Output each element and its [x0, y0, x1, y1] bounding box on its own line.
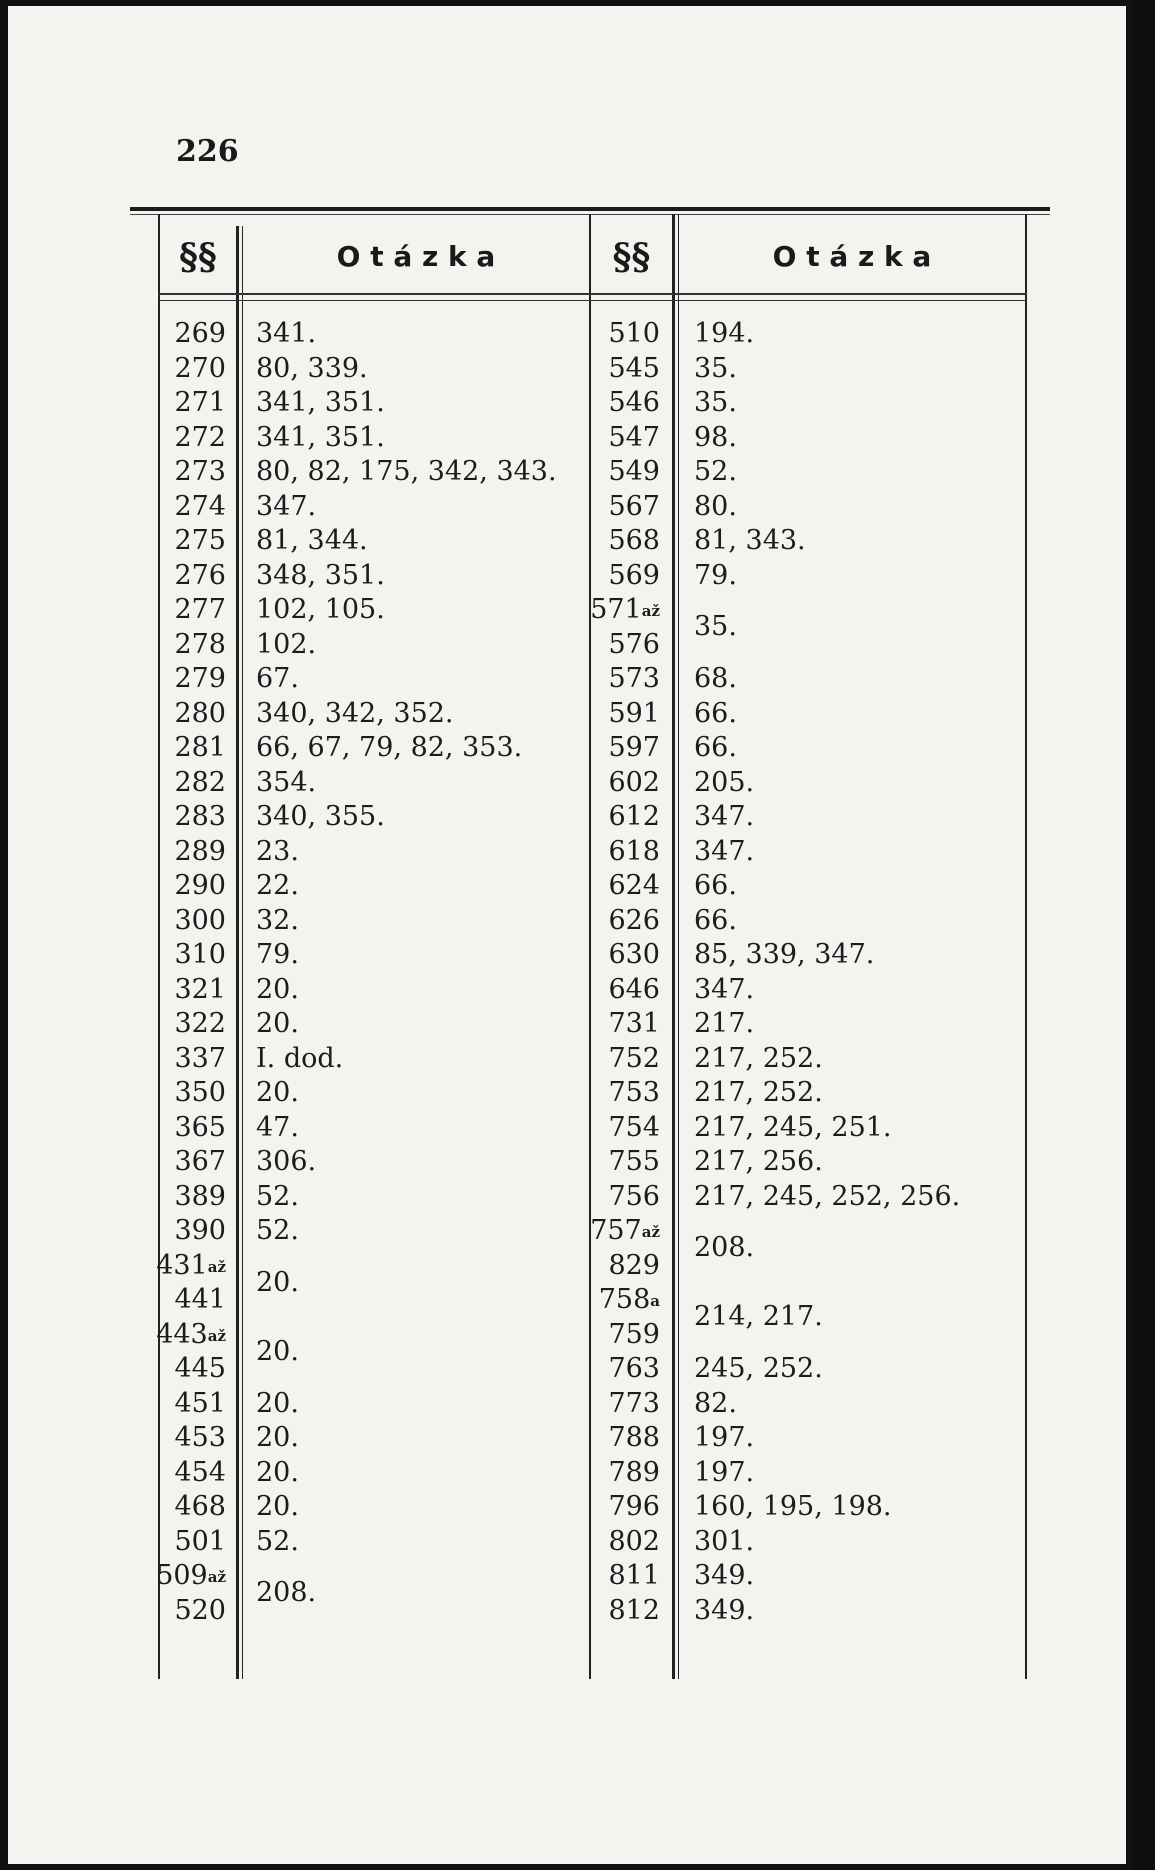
section-number-value: 545 [608, 352, 660, 384]
section-number [126, 974, 226, 1008]
page-number: 226 [176, 134, 239, 169]
question-refs: 347. [694, 973, 755, 1005]
section-number-value: 350 [174, 1077, 226, 1108]
question-refs: 66. [694, 904, 737, 936]
header-rule [158, 300, 1027, 301]
section-number-value: 763 [608, 1353, 660, 1384]
question-refs: 20. [256, 1456, 299, 1488]
section-number [560, 1181, 660, 1215]
section-number [560, 1250, 660, 1284]
section-number [560, 1526, 660, 1560]
section-number [560, 939, 660, 973]
section-number-value: 758 [598, 1284, 651, 1315]
section-number-value: 796 [608, 1491, 660, 1522]
section-number [560, 422, 660, 456]
section-number-value: 445 [174, 1353, 226, 1384]
section-number [126, 663, 226, 697]
question-refs: 66. [694, 697, 737, 729]
question-refs: I. dod. [256, 1042, 344, 1074]
section-number [126, 491, 226, 525]
section-number-value: 468 [174, 1491, 226, 1522]
section-number-value: 520 [174, 1594, 226, 1626]
question-refs: 217, 245, 251. [694, 1111, 892, 1143]
section-number [560, 974, 660, 1008]
section-number-value: 812 [608, 1594, 660, 1626]
section-number-value: 367 [174, 1146, 226, 1177]
section-number [560, 456, 660, 490]
section-number-value: 789 [608, 1456, 660, 1488]
section-number [560, 1215, 660, 1249]
question-refs: 80, 82, 175, 342, 343. [256, 456, 557, 487]
question-refs: 217, 256. [694, 1146, 823, 1177]
section-number-value: 759 [608, 1318, 660, 1350]
section-number-value: 501 [174, 1525, 226, 1557]
question-refs: 79. [256, 939, 299, 970]
header-question-left: O t á z k a [336, 240, 496, 273]
question-refs: 301. [694, 1525, 755, 1557]
section-number-value: 646 [608, 973, 660, 1005]
section-number-value: 576 [608, 628, 660, 660]
question-refs: 67. [256, 663, 299, 694]
section-number [126, 1491, 226, 1525]
section-number-value: 547 [608, 421, 660, 453]
section-number [560, 905, 660, 939]
question-refs: 194. [694, 318, 755, 349]
question-refs: 217, 245, 252, 256. [694, 1180, 961, 1212]
question-refs: 35. [694, 387, 737, 418]
question-refs: 85, 339, 347. [694, 939, 875, 970]
section-number-value: 389 [174, 1180, 226, 1212]
section-number [126, 560, 226, 594]
question-refs: 79. [694, 559, 737, 591]
question-refs: 354. [256, 766, 317, 798]
section-number-value: 591 [608, 697, 660, 729]
scan-edge [1133, 0, 1155, 1870]
section-number-value: 280 [174, 697, 226, 729]
question-refs: 347. [694, 801, 755, 832]
section-number-value: 281 [174, 732, 226, 763]
section-number-value: 773 [608, 1387, 660, 1419]
question-refs: 306. [256, 1146, 317, 1177]
section-number [126, 594, 226, 628]
section-number [560, 353, 660, 387]
top-rule [130, 207, 1050, 211]
range-marker: až [207, 1568, 226, 1586]
question-refs: 349. [694, 1594, 755, 1626]
section-number-value: 454 [174, 1456, 226, 1488]
section-number-value: 755 [608, 1146, 660, 1177]
section-number [126, 1043, 226, 1077]
section-number-value: 290 [174, 870, 226, 901]
question-refs: 347. [694, 835, 755, 867]
section-number-value: 337 [174, 1042, 226, 1074]
section-number [126, 939, 226, 973]
question-refs: 32. [256, 904, 299, 936]
col-line [242, 226, 243, 1679]
section-number-value: 618 [608, 835, 660, 867]
section-number-value: 602 [608, 766, 660, 798]
section-number-value: 321 [174, 973, 226, 1005]
section-number [126, 629, 226, 663]
section-number [126, 1077, 226, 1111]
question-refs: 98. [694, 421, 737, 453]
question-refs: 52. [256, 1215, 299, 1246]
question-refs: 20. [256, 973, 299, 1005]
section-number [560, 1457, 660, 1491]
question-refs: 20. [256, 1491, 299, 1522]
section-number [560, 1422, 660, 1456]
question-refs: 52. [256, 1180, 299, 1212]
section-number [126, 1146, 226, 1180]
section-number [560, 663, 660, 697]
question-refs: 160, 195, 198. [694, 1491, 892, 1522]
section-number-value: 271 [174, 387, 226, 418]
section-number [560, 870, 660, 904]
section-number [126, 1284, 226, 1318]
question-refs-merged: 35. [694, 611, 737, 643]
section-number [560, 836, 660, 870]
question-refs-merged: 20. [256, 1266, 299, 1298]
section-number-value: 510 [608, 318, 660, 349]
section-number [126, 387, 226, 421]
section-number-value: 753 [608, 1077, 660, 1108]
section-number [126, 1422, 226, 1456]
header-rule [158, 293, 1027, 295]
question-refs: 102, 105. [256, 594, 385, 625]
section-number [126, 1388, 226, 1422]
section-number [560, 1146, 660, 1180]
section-number-value: 443 [156, 1318, 208, 1350]
section-number-value: 278 [174, 628, 226, 660]
question-refs-merged: 208. [256, 1577, 317, 1609]
section-number-value: 630 [608, 939, 660, 970]
section-number [126, 1112, 226, 1146]
section-number-value: 322 [174, 1008, 226, 1039]
question-refs: 81, 343. [694, 525, 806, 556]
question-refs: 217, 252. [694, 1077, 823, 1108]
question-refs: 52. [694, 456, 737, 487]
section-number-value: 431 [156, 1249, 208, 1281]
section-number [126, 1319, 226, 1353]
question-refs: 35. [694, 352, 737, 384]
section-number-value: 279 [174, 663, 226, 694]
section-number [126, 422, 226, 456]
section-number-value: 273 [174, 456, 226, 487]
col-line [678, 214, 679, 1679]
question-refs: 217. [694, 1008, 755, 1039]
section-number-value: 275 [174, 525, 226, 556]
section-number [560, 1284, 660, 1318]
question-refs: 81, 344. [256, 525, 368, 556]
section-number-value: 451 [174, 1387, 226, 1419]
section-number-value: 269 [174, 318, 226, 349]
section-number-value: 573 [608, 663, 660, 694]
section-number [126, 1008, 226, 1042]
section-number-value: 811 [608, 1560, 660, 1591]
section-number-value: 390 [174, 1215, 226, 1246]
question-refs-merged: 208. [694, 1232, 755, 1264]
section-number-value: 788 [608, 1422, 660, 1453]
section-number [560, 629, 660, 663]
section-number-value: 571 [590, 594, 642, 625]
section-number [560, 525, 660, 559]
section-number-value: 441 [174, 1284, 226, 1315]
question-refs: 80, 339. [256, 352, 368, 384]
section-number-value: 300 [174, 904, 226, 936]
section-number-value: 731 [608, 1008, 660, 1039]
section-number [560, 1319, 660, 1353]
section-number [126, 318, 226, 352]
section-number-value: 277 [174, 594, 226, 625]
col-line [672, 214, 675, 1679]
question-refs: 20. [256, 1008, 299, 1039]
section-number [126, 767, 226, 801]
section-number-value: 612 [608, 801, 660, 832]
range-marker: a [650, 1292, 660, 1310]
section-number-value: 270 [174, 352, 226, 384]
section-number-value: 509 [156, 1560, 208, 1591]
section-number [560, 1560, 660, 1594]
question-refs: 82. [694, 1387, 737, 1419]
question-refs: 340, 355. [256, 801, 385, 832]
question-refs: 245, 252. [694, 1353, 823, 1384]
question-refs: 20. [256, 1077, 299, 1108]
question-refs-merged: 214, 217. [694, 1301, 823, 1333]
section-number [560, 801, 660, 835]
range-marker: až [207, 1326, 226, 1345]
section-number-value: 276 [174, 559, 226, 591]
section-number-value: 453 [174, 1422, 226, 1453]
section-number [560, 1491, 660, 1525]
section-number-value: 568 [608, 525, 660, 556]
question-refs: 341, 351. [256, 387, 385, 418]
question-refs: 340, 342, 352. [256, 697, 454, 729]
question-refs-merged: 20. [256, 1335, 299, 1367]
question-refs: 217, 252. [694, 1042, 823, 1074]
section-number-value: 272 [174, 421, 226, 453]
section-number-value: 549 [608, 456, 660, 487]
question-refs: 20. [256, 1422, 299, 1453]
section-number [126, 353, 226, 387]
section-number [560, 767, 660, 801]
question-refs: 66, 67, 79, 82, 353. [256, 732, 523, 763]
header-question-right: O t á z k a [772, 240, 932, 273]
section-number [560, 732, 660, 766]
section-number-value: 289 [174, 835, 226, 867]
section-number [560, 1595, 660, 1629]
question-refs: 66. [694, 870, 737, 901]
question-refs: 205. [694, 766, 755, 798]
question-refs: 68. [694, 663, 737, 694]
question-refs: 197. [694, 1422, 755, 1453]
section-number-value: 829 [608, 1249, 660, 1281]
section-number [560, 387, 660, 421]
section-number-value: 624 [608, 870, 660, 901]
section-number [560, 1112, 660, 1146]
question-refs: 23. [256, 835, 299, 867]
section-number [126, 1250, 226, 1284]
question-refs: 197. [694, 1456, 755, 1488]
question-refs: 22. [256, 870, 299, 901]
header-sec-right: §§ [612, 236, 651, 278]
section-number-value: 752 [608, 1042, 660, 1074]
section-number [560, 1388, 660, 1422]
question-refs: 20. [256, 1387, 299, 1419]
header-sec-left: §§ [179, 236, 217, 278]
section-number-value: 283 [174, 801, 226, 832]
col-line [1025, 214, 1027, 1679]
section-number-value: 282 [174, 766, 226, 798]
section-number [560, 698, 660, 732]
section-number [126, 1595, 226, 1629]
col-line [236, 226, 239, 1679]
section-number-value: 754 [608, 1111, 660, 1143]
section-number [126, 698, 226, 732]
section-number-value: 546 [608, 387, 660, 418]
section-number-value: 567 [608, 490, 660, 522]
section-number [126, 1526, 226, 1560]
section-number [560, 560, 660, 594]
range-marker: až [641, 602, 660, 620]
section-number [126, 836, 226, 870]
section-number-value: 802 [608, 1525, 660, 1557]
question-refs: 348, 351. [256, 559, 385, 591]
section-number [126, 1181, 226, 1215]
section-number [560, 1043, 660, 1077]
section-number [126, 870, 226, 904]
section-number [560, 1353, 660, 1387]
question-refs: 47. [256, 1111, 299, 1143]
question-refs: 347. [256, 490, 317, 522]
section-number [126, 1457, 226, 1491]
section-number [560, 594, 660, 628]
question-refs: 52. [256, 1525, 299, 1557]
section-number [560, 1008, 660, 1042]
section-number [126, 456, 226, 490]
section-number [560, 318, 660, 352]
question-refs: 102. [256, 628, 317, 660]
question-refs: 341, 351. [256, 421, 385, 453]
range-marker: až [207, 1257, 226, 1276]
range-marker: až [641, 1223, 660, 1241]
section-number [126, 801, 226, 835]
section-number-value: 310 [174, 939, 226, 970]
section-number [560, 1077, 660, 1111]
question-refs: 80. [694, 490, 737, 522]
section-number [126, 525, 226, 559]
section-number [126, 1353, 226, 1387]
section-number-value: 569 [608, 559, 660, 591]
question-refs: 66. [694, 732, 737, 763]
section-number [126, 1560, 226, 1594]
section-number [126, 1215, 226, 1249]
section-number-value: 626 [608, 904, 660, 936]
section-number [560, 491, 660, 525]
question-refs: 349. [694, 1560, 755, 1591]
section-number-value: 365 [174, 1111, 226, 1143]
question-refs: 341. [256, 318, 317, 349]
section-number [126, 905, 226, 939]
section-number-value: 756 [608, 1180, 660, 1212]
section-number-value: 597 [608, 732, 660, 763]
section-number [126, 732, 226, 766]
section-number-value: 274 [174, 490, 226, 522]
section-number-value: 757 [590, 1215, 642, 1246]
